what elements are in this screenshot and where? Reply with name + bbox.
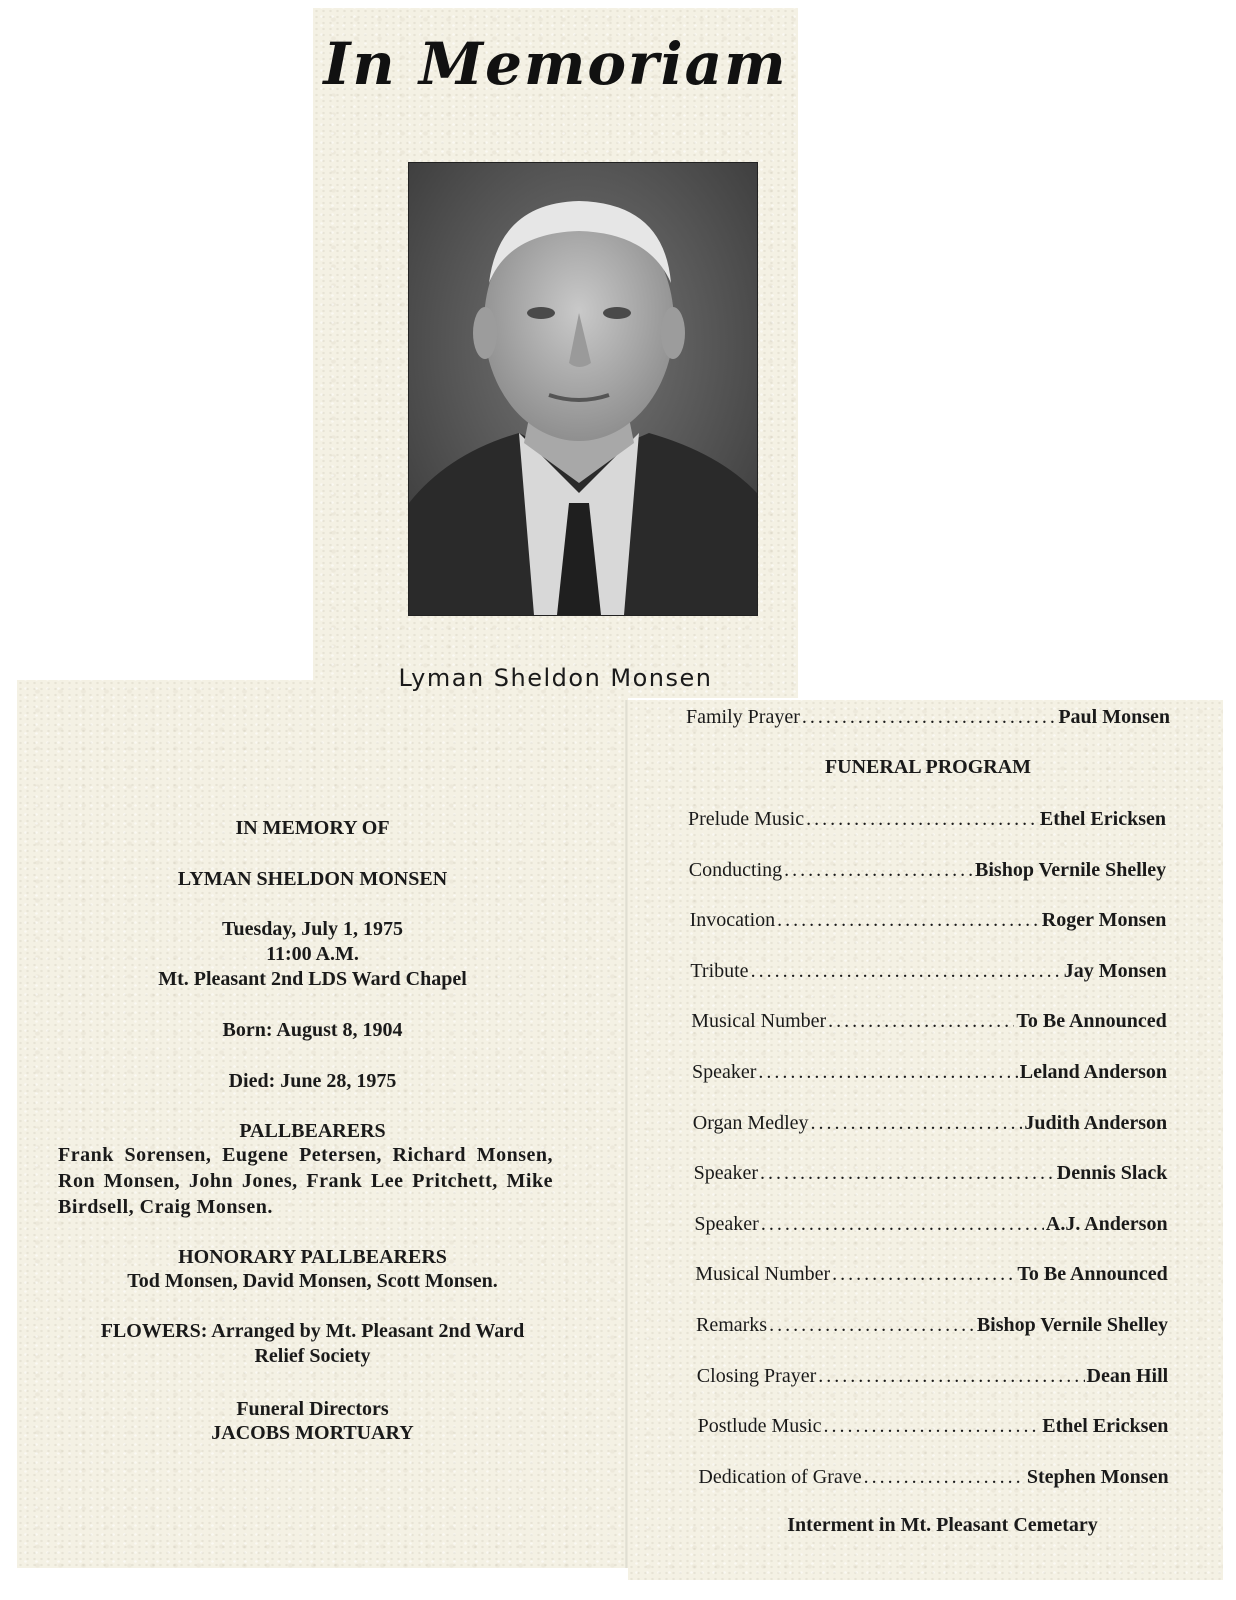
program-row bbox=[698, 1413, 1169, 1439]
program-role: Postlude Music bbox=[697, 1415, 822, 1438]
service-place: Mt. Pleasant 2nd LDS Ward Chapel bbox=[158, 968, 467, 990]
birth-date: Born: August 8, 1904 bbox=[222, 1019, 403, 1041]
program-role: Invocation bbox=[689, 909, 776, 932]
leader-dots bbox=[828, 1008, 1014, 1034]
program-person: Bishop Vernile Shelley bbox=[976, 1314, 1168, 1336]
program-row bbox=[692, 1059, 1167, 1085]
program-row bbox=[697, 1363, 1168, 1389]
program-person: Ethel Ericksen bbox=[1039, 808, 1166, 830]
flowers-line-1: FLOWERS: Arranged by Mt. Pleasant 2nd Ward bbox=[100, 1320, 525, 1342]
program-role: Remarks bbox=[696, 1314, 768, 1336]
leader-dots bbox=[832, 1261, 1015, 1287]
program-row bbox=[695, 1261, 1168, 1287]
leader-dots bbox=[758, 1059, 1017, 1085]
program-role: Family Prayer bbox=[686, 706, 800, 728]
program-row bbox=[690, 907, 1167, 933]
program-person: Dennis Slack bbox=[1056, 1162, 1168, 1185]
program-person: A.J. Anderson bbox=[1045, 1212, 1168, 1235]
right-inner-panel bbox=[628, 700, 1223, 1580]
leader-dots bbox=[802, 704, 1056, 730]
pallbearers-list: Frank Sorensen, Eugene Petersen, Richard Monsen, Ron Monsen, John Jones, Frank Lee Pritchett, Mike Birdsell, Craig Monsen. bbox=[58, 1144, 553, 1218]
honorary-list: Tod Monsen, David Monsen, Scott Monsen. bbox=[127, 1270, 498, 1292]
leader-dots bbox=[818, 1363, 1084, 1389]
leader-dots bbox=[811, 1110, 1023, 1136]
program-person: Ethel Ericksen bbox=[1042, 1415, 1169, 1438]
program-role: Tribute bbox=[690, 959, 749, 982]
honorary-heading: HONORARY PALLBEARERS bbox=[178, 1246, 447, 1268]
program-row bbox=[691, 1008, 1167, 1034]
program-role: Prelude Music bbox=[688, 808, 805, 830]
cover-name: Lyman Sheldon Monsen bbox=[398, 664, 713, 692]
service-time: 11:00 A.M. bbox=[266, 943, 359, 965]
program-row bbox=[690, 958, 1166, 984]
family-prayer-row bbox=[686, 704, 1170, 730]
program-person: Judith Anderson bbox=[1024, 1111, 1168, 1134]
cover-title: In Memoriam bbox=[323, 30, 788, 98]
portrait-photo bbox=[408, 162, 758, 616]
program-role: Dedication of Grave bbox=[698, 1465, 862, 1488]
leader-dots bbox=[806, 806, 1038, 832]
leader-dots bbox=[760, 1160, 1055, 1186]
fold-line bbox=[625, 700, 628, 1568]
pallbearers-heading: PALLBEARERS bbox=[239, 1120, 386, 1142]
program-row bbox=[689, 857, 1166, 883]
leader-dots bbox=[761, 1211, 1044, 1237]
program-role: Conducting bbox=[688, 858, 783, 881]
program-row bbox=[696, 1312, 1168, 1338]
program-row bbox=[698, 1464, 1168, 1490]
leader-dots bbox=[864, 1464, 1025, 1490]
program-role: Organ Medley bbox=[692, 1111, 809, 1134]
directors-name: JACOBS MORTUARY bbox=[211, 1422, 414, 1444]
directors-heading: Funeral Directors bbox=[236, 1398, 389, 1420]
program-role: Musical Number bbox=[691, 1010, 827, 1033]
program-row bbox=[688, 806, 1166, 832]
death-date: Died: June 28, 1975 bbox=[228, 1070, 397, 1092]
program-person: To Be Announced bbox=[1017, 1263, 1168, 1286]
program-role: Musical Number bbox=[695, 1263, 831, 1286]
leader-dots bbox=[769, 1312, 975, 1338]
flowers-line-2: Relief Society bbox=[254, 1345, 371, 1367]
program-role: Speaker bbox=[692, 1061, 757, 1083]
program-person: Leland Anderson bbox=[1019, 1061, 1167, 1083]
program-row bbox=[694, 1211, 1167, 1237]
program-person: Roger Monsen bbox=[1041, 909, 1167, 932]
leader-dots bbox=[777, 907, 1040, 933]
program-role: Speaker bbox=[694, 1212, 759, 1235]
program-person: Jay Monsen bbox=[1063, 959, 1167, 982]
program-person: Stephen Monsen bbox=[1026, 1465, 1169, 1488]
leader-dots bbox=[824, 1413, 1041, 1439]
program-person: To Be Announced bbox=[1016, 1010, 1167, 1033]
program-person: Paul Monsen bbox=[1058, 706, 1170, 728]
leader-dots bbox=[751, 958, 1062, 984]
memory-heading: IN MEMORY OF bbox=[235, 817, 390, 839]
program-role: Closing Prayer bbox=[696, 1364, 817, 1387]
program-role: Speaker bbox=[693, 1162, 759, 1185]
portrait-icon bbox=[409, 163, 757, 615]
program-person: Bishop Vernile Shelley bbox=[975, 858, 1167, 881]
interment-line: Interment in Mt. Pleasant Cemetary bbox=[787, 1514, 1098, 1536]
service-date: Tuesday, July 1, 1975 bbox=[222, 918, 403, 940]
program-row bbox=[694, 1160, 1168, 1186]
program-heading: FUNERAL PROGRAM bbox=[824, 756, 1032, 778]
program-row bbox=[693, 1110, 1167, 1136]
deceased-name: LYMAN SHELDON MONSEN bbox=[177, 868, 448, 890]
leader-dots bbox=[784, 857, 973, 883]
program-person: Dean Hill bbox=[1086, 1364, 1169, 1387]
